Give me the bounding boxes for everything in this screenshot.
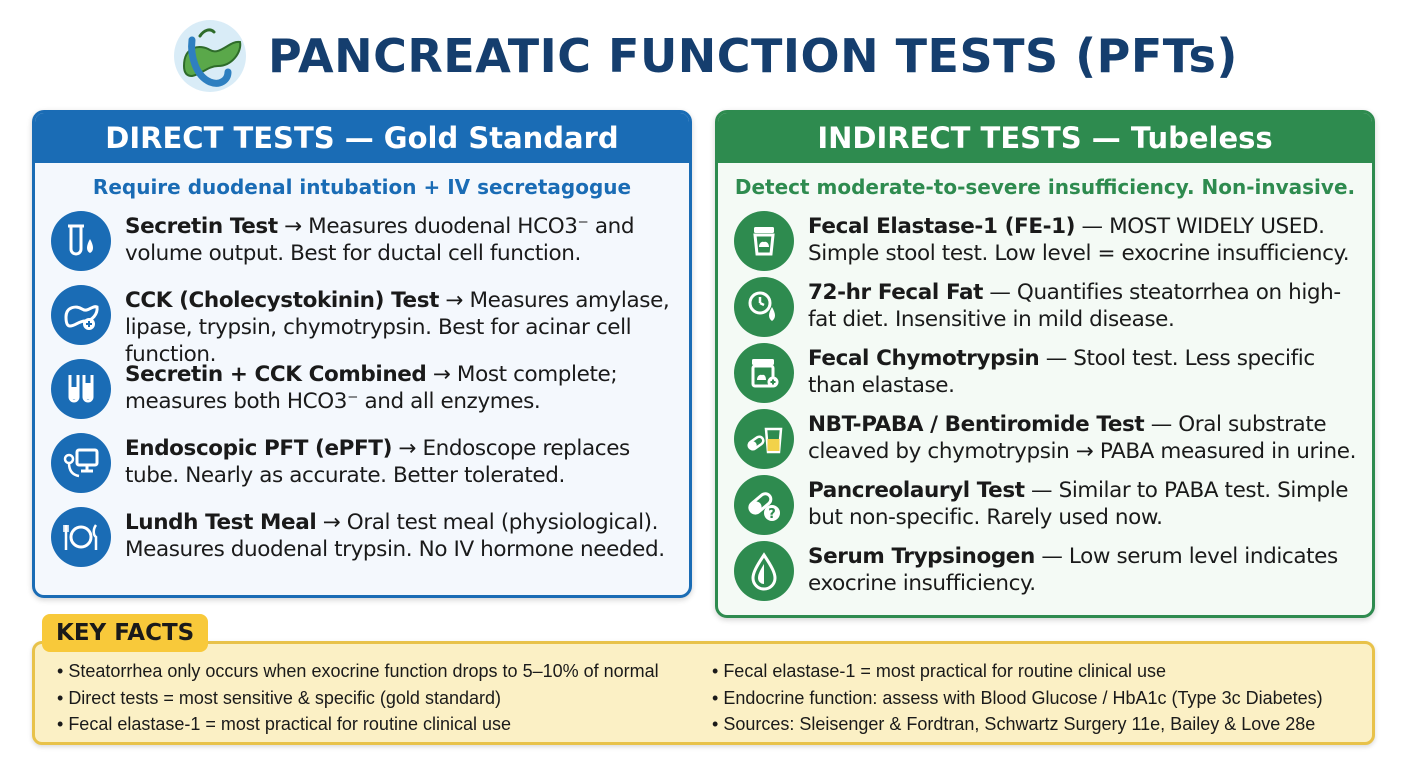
test-description: → Oral test meal (physiological). Measures duodenal trypsin. No IV hormone needed. (125, 510, 665, 562)
key-facts-box (32, 641, 1375, 745)
direct-tests-panel (32, 110, 692, 598)
key-fact: • Fecal elastase-1 = most practical for routine clinical use (712, 658, 1362, 685)
direct-tests-header: DIRECT TESTS — Gold Standard (35, 113, 689, 163)
sample-jar-icon (734, 343, 794, 403)
test-description: → Most complete; measures both HCO3⁻ and all enzymes. (125, 362, 618, 414)
blood-drop-icon (734, 541, 794, 601)
key-fact: • Sources: Sleisenger & Fordtran, Schwartz Surgery 11e, Bailey & Love 28e (712, 711, 1362, 738)
test-description: — Low serum level indicates exocrine insufficiency. (808, 544, 1338, 596)
key-fact: • Direct tests = most sensitive & specific (gold standard) (57, 685, 712, 712)
indirect-tests-panel (715, 110, 1375, 618)
key-fact: • Steatorrhea only occurs when exocrine function drops to 5–10% of normal (57, 658, 712, 685)
test-tube-drop-icon (51, 211, 111, 271)
indirect-tests-list (734, 211, 1364, 607)
test-name: Secretin + CCK Combined (125, 362, 427, 387)
test-name: CCK (Cholecystokinin) Test (125, 288, 439, 313)
test-item-fecal-elastase (734, 211, 1364, 277)
test-item-secretin-cck-combined (51, 359, 681, 433)
test-item-endoscopic-pft (51, 433, 681, 507)
plate-cutlery-icon (51, 507, 111, 567)
pancreas-icon (170, 16, 250, 96)
test-name: Fecal Chymotrypsin (808, 346, 1040, 371)
key-facts-label: KEY FACTS (42, 614, 208, 652)
key-fact: • Fecal elastase-1 = most practical for routine clinical use (57, 711, 712, 738)
test-item-secretin (51, 211, 681, 285)
test-description: — Oral substrate cleaved by chymotrypsin → PABA measured in urine. (808, 412, 1357, 464)
test-description: — MOST WIDELY USED. Simple stool test. Low level = exocrine insufficiency. (808, 214, 1350, 266)
test-name: 72-hr Fecal Fat (808, 280, 983, 305)
clock-drop-icon (734, 277, 794, 337)
test-name: Secretin Test (125, 214, 278, 239)
key-facts-left-column (57, 658, 712, 738)
test-name: Serum Trypsinogen (808, 544, 1035, 569)
title-row (0, 8, 1408, 104)
test-name: Fecal Elastase-1 (FE-1) (808, 214, 1076, 239)
test-name: NBT-PABA / Bentiromide Test (808, 412, 1145, 437)
test-name: Lundh Test Meal (125, 510, 317, 535)
test-description: — Similar to PABA test. Simple but non-specific. Rarely used now. (808, 478, 1349, 530)
stool-sample-cup-icon (734, 211, 794, 271)
key-facts-right-column (712, 658, 1362, 738)
test-item-pancreolauryl (734, 475, 1364, 541)
test-name: Endoscopic PFT (ePFT) (125, 436, 392, 461)
test-description: → Measures duodenal HCO3⁻ and volume output. Best for ductal cell function. (125, 214, 635, 266)
test-item-lundh-test-meal (51, 507, 681, 581)
page-title: PANCREATIC FUNCTION TESTS (PFTs) (268, 29, 1238, 83)
indirect-tests-subtitle: Detect moderate-to-severe insufficiency. Non-invasive. (734, 175, 1356, 199)
svg-text:?: ? (768, 507, 776, 522)
pill-question-icon (734, 475, 794, 535)
endoscope-monitor-icon (51, 433, 111, 493)
test-description: — Stool test. Less specific than elastase. (808, 346, 1315, 398)
test-description: — Quantifies steatorrhea on high-fat diet. Insensitive in mild disease. (808, 280, 1341, 332)
direct-tests-list (51, 211, 681, 581)
test-item-serum-trypsinogen (734, 541, 1364, 607)
key-fact: • Endocrine function: assess with Blood Glucose / HbA1c (Type 3c Diabetes) (712, 685, 1362, 712)
test-item-fecal-chymotrypsin (734, 343, 1364, 409)
direct-tests-subtitle: Require duodenal intubation + IV secretagogue (92, 175, 632, 199)
test-item-nbt-paba (734, 409, 1364, 475)
test-name: Pancreolauryl Test (808, 478, 1025, 503)
test-tubes-icon (51, 359, 111, 419)
test-description: → Measures amylase, lipase, trypsin, chymotrypsin. Best for acinar cell function. (125, 288, 670, 367)
test-description: → Endoscope replaces tube. Nearly as accurate. Better tolerated. (125, 436, 630, 488)
test-item-72hr-fecal-fat (734, 277, 1364, 343)
pancreas-icon (51, 285, 111, 345)
indirect-tests-header: INDIRECT TESTS — Tubeless (718, 113, 1372, 163)
pill-urine-cup-icon (734, 409, 794, 469)
test-item-cck (51, 285, 681, 367)
